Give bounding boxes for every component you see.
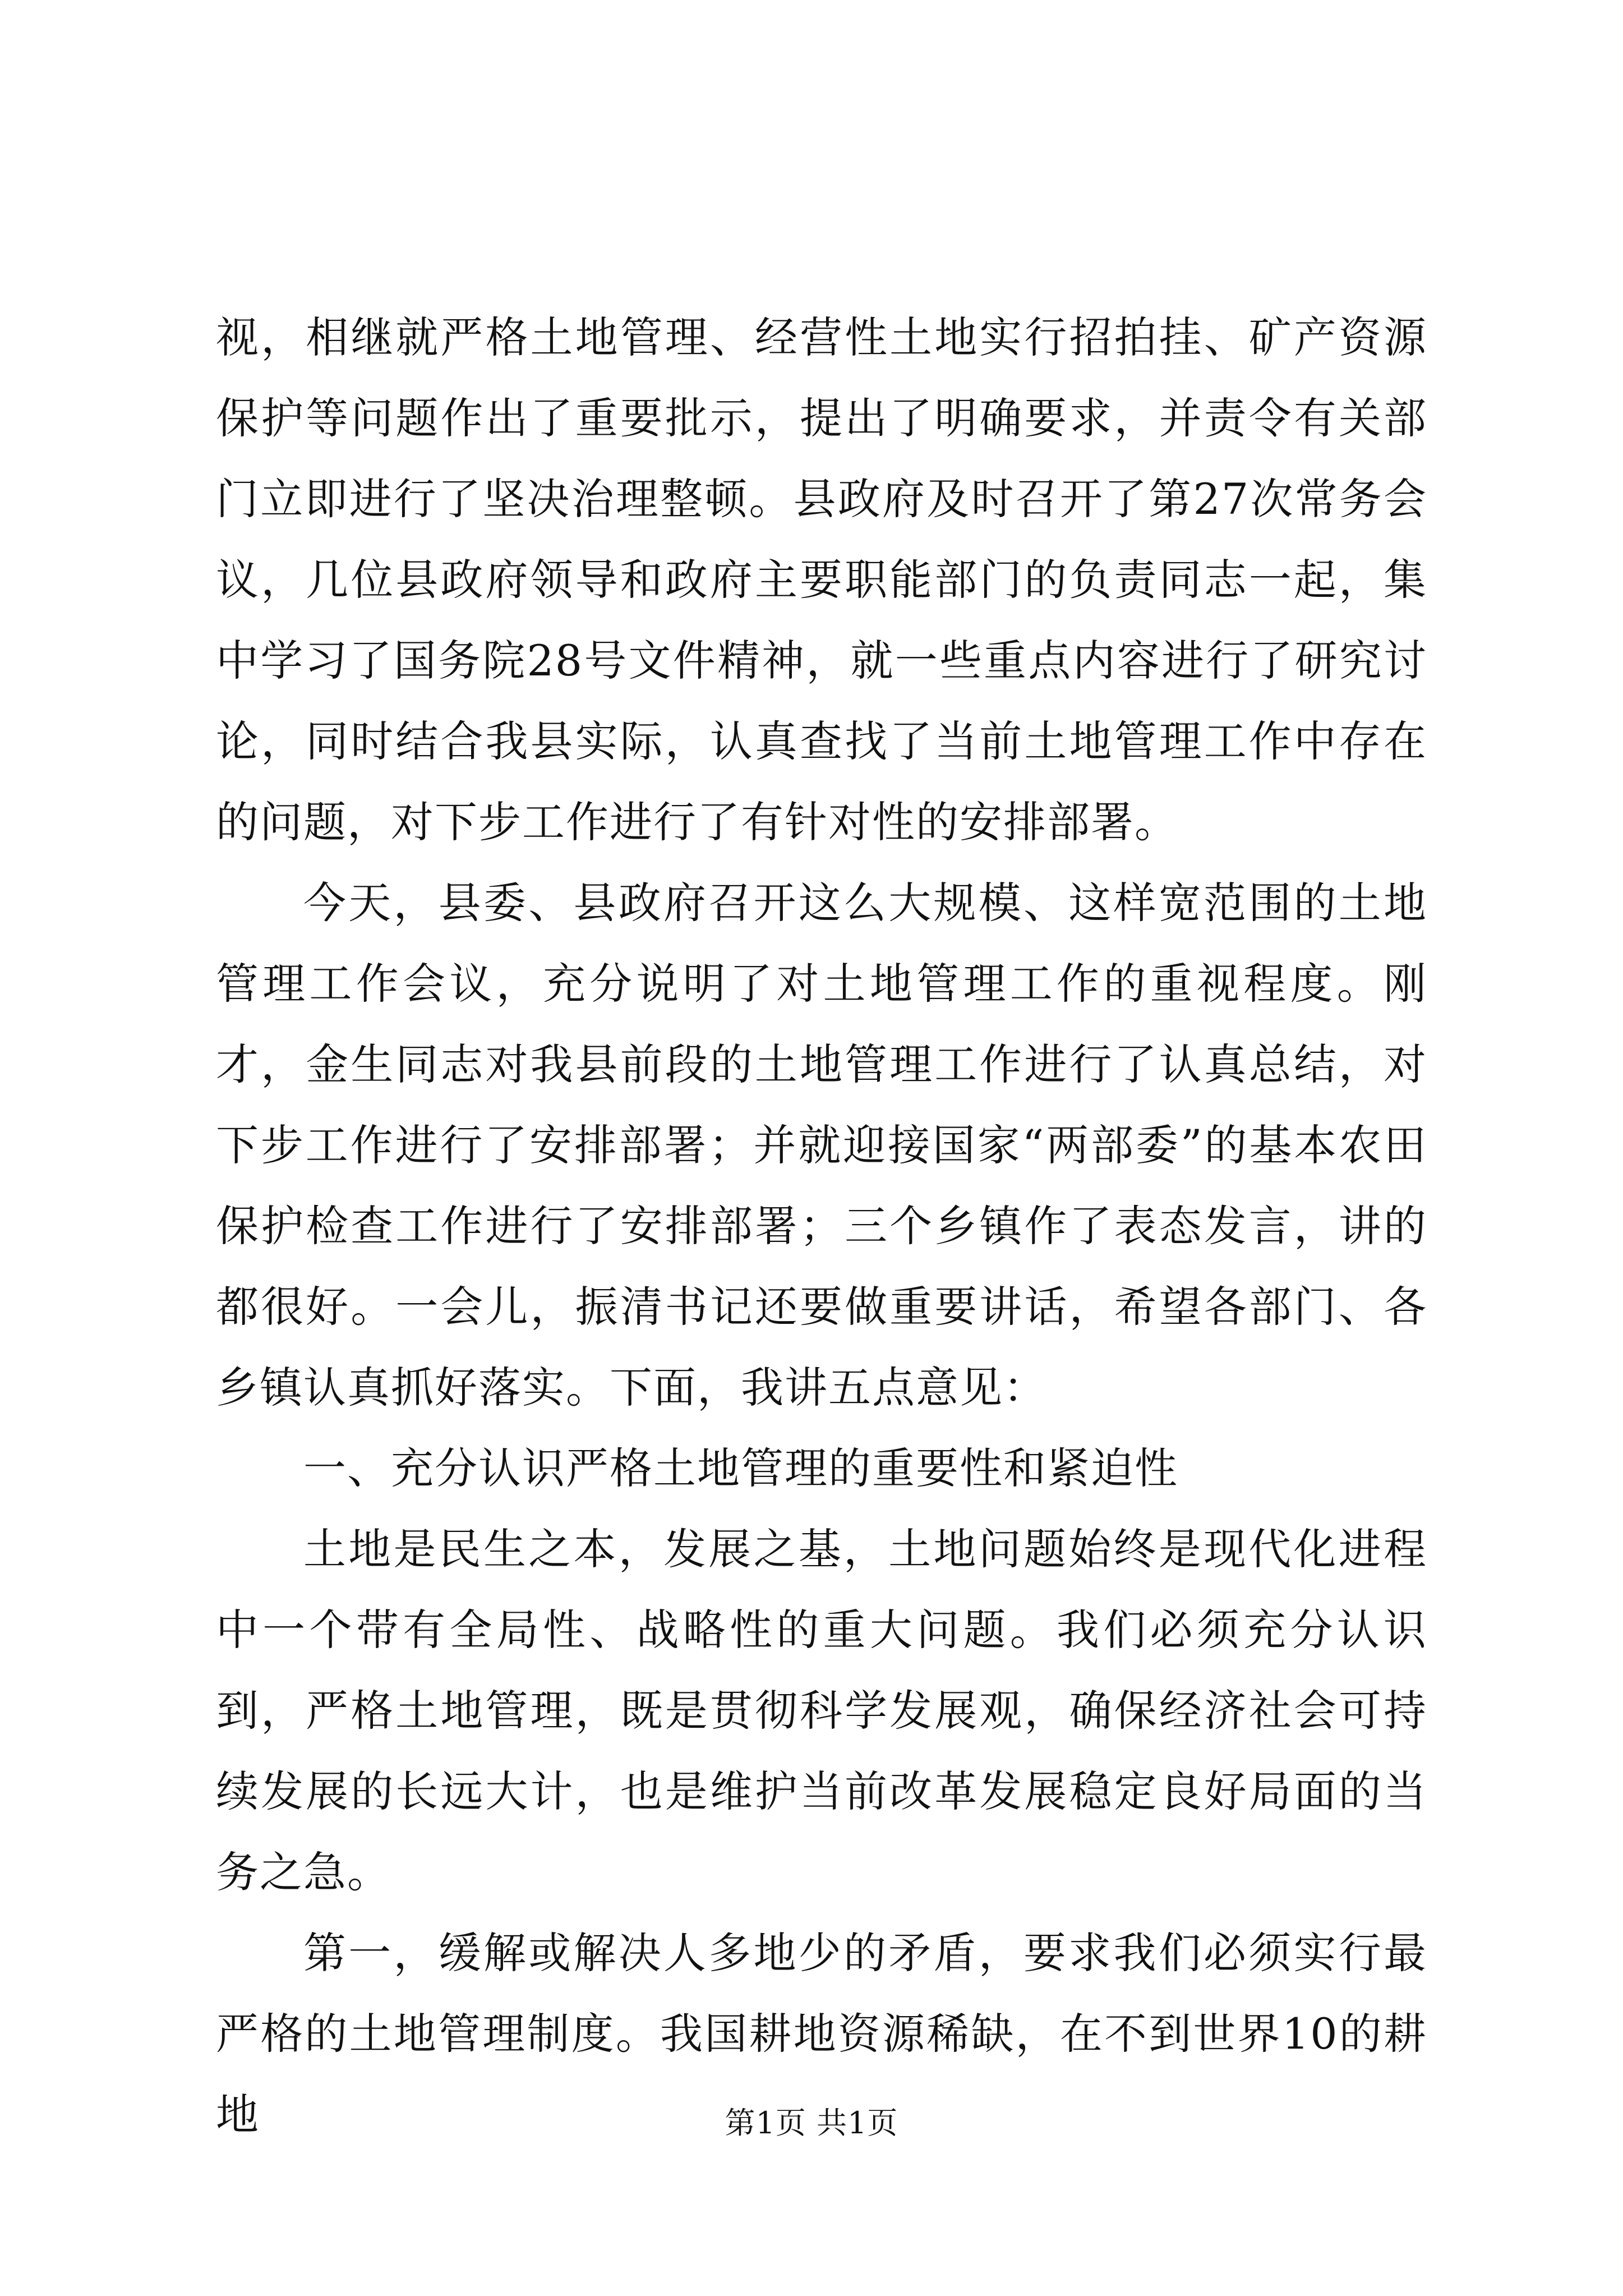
document-body [216,297,1427,2155]
paragraph-3: 土地是民生之本，发展之基，土地问题始终是现代化进程中一个带有全局性、战略性的重大问题。我们必须充分认识到，严格土地管理，既是贯彻科学发展观，确保经济社会可持续发展的长远大计，也是维护当前改革发展稳定良好局面的当务之急。 [216,1524,1427,1897]
section-heading-1: 一、充分认识严格土地管理的重要性和紧迫性 [303,1443,1178,1493]
paragraph-1: 视，相继就严格土地管理、经营性土地实行招拍挂、矿产资源保护等问题作出了重要批示，提出了明确要求，并责令有关部门立即进行了坚决治理整顿。县政府及时召开了第27次常务会议，几位县政府领导和政府主要职能部门的负责同志一起，集中学习了国务院28号文件精神，就一些重点内容进行了研究讨论，同时结合我县实际，认真查找了当前土地管理工作中存在的问题，对下步工作进行了有针对性的安排部署。 [216,312,1427,847]
paragraph-2: 今天，县委、县政府召开这么大规模、这样宽范围的土地管理工作会议，充分说明了对土地管理工作的重视程度。刚才，金生同志对我县前段的土地管理工作进行了认真总结，对下步工作进行了安排部署；并就迎接国家“两部委”的基本农田保护检查工作进行了安排部署；三个乡镇作了表态发言，讲的都很好。一会儿，振清书记还要做重要讲话，希望各部门、各乡镇认真抓好落实。下面，我讲五点意见： [216,878,1427,1412]
paragraph-4: 第一，缓解或解决人多地少的矛盾，要求我们必须实行最严格的土地管理制度。我国耕地资源稀缺，在不到世界10的耕地 [216,1928,1427,2139]
page-footer: 第1页 共1页 [725,2105,898,2141]
